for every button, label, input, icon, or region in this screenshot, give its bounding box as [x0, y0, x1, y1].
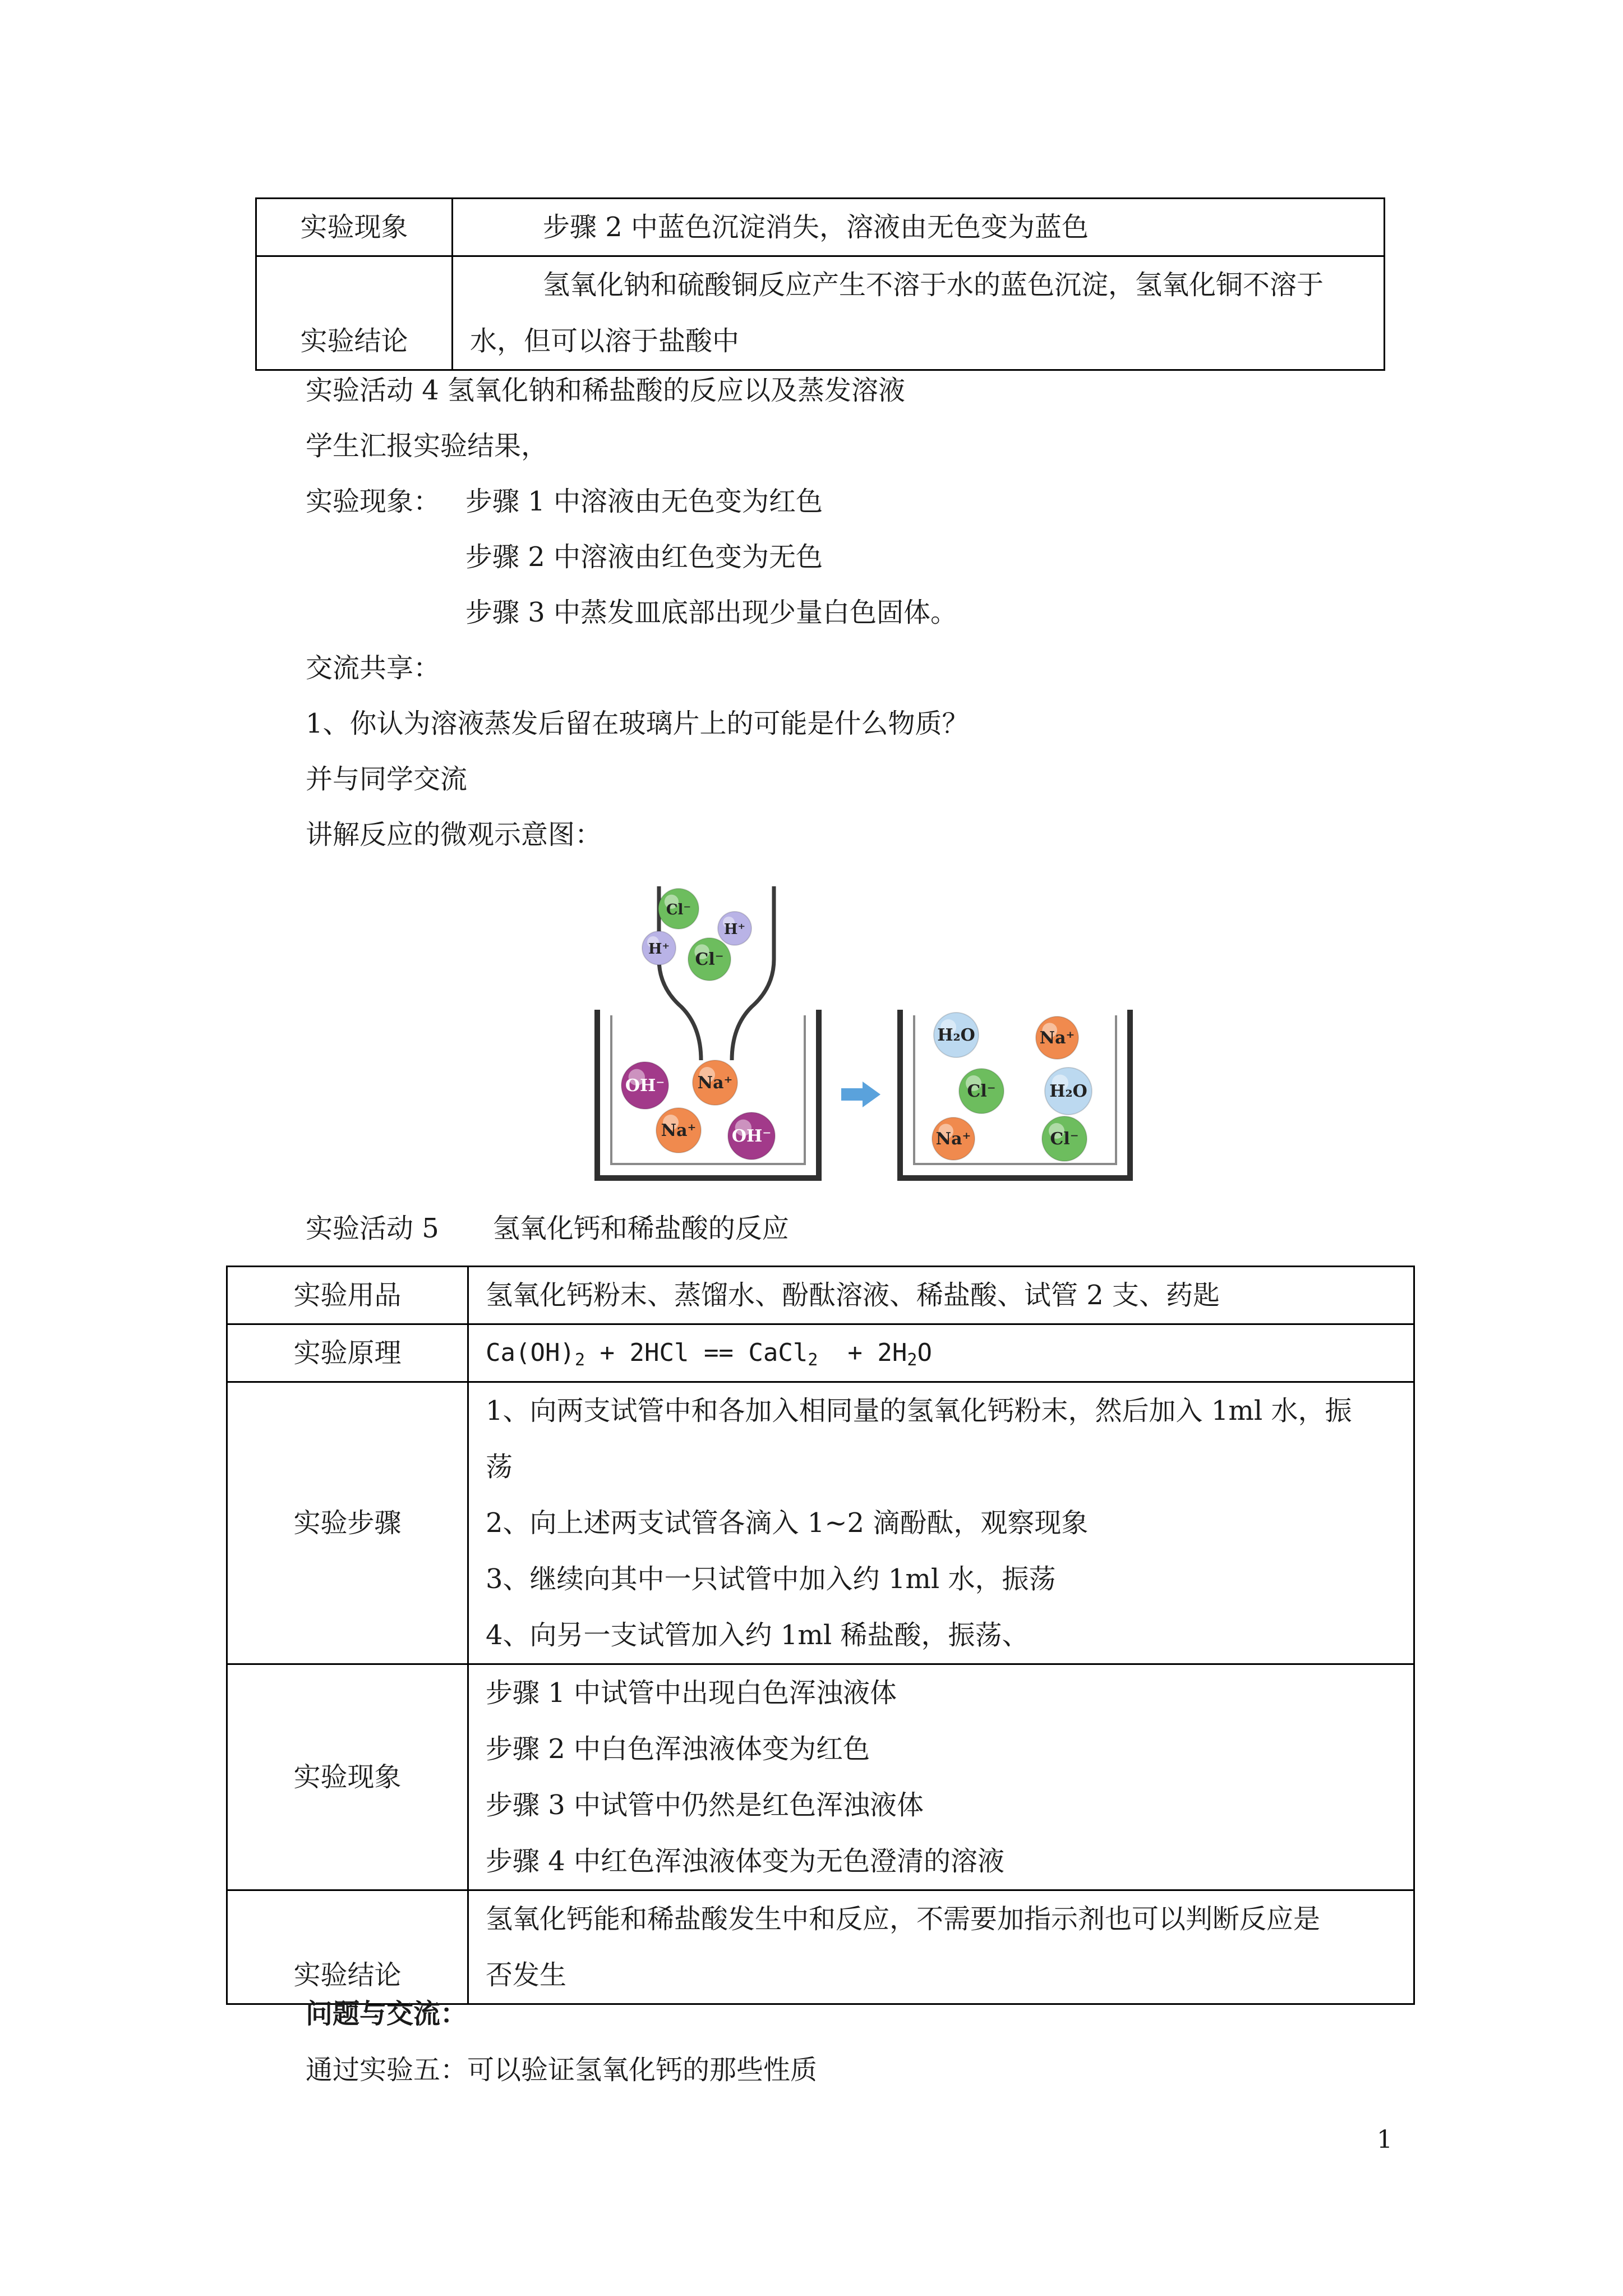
ion-label: H⁺: [723, 921, 746, 938]
conclusion-line-2: 水，但可以溶于盐酸中: [470, 325, 740, 357]
conclusion-line-1: 氢氧化钠和硫酸铜反应产生不溶于水的蓝色沉淀，氢氧化铜不溶于: [543, 269, 1324, 301]
ion-label: Na⁺: [661, 1121, 697, 1140]
row-label: 实验原理: [227, 1324, 468, 1382]
ion-funnel-1: [718, 912, 751, 945]
ion-left_beaker-3: [728, 1112, 775, 1159]
phenomenon-label: 实验现象：: [306, 486, 441, 517]
step-1-text: 步骤 1 中溶液由无色变为红色: [465, 486, 823, 517]
questions-heading: 问题与交流：: [306, 1998, 468, 2030]
ion-right_beaker-0: [934, 1013, 979, 1057]
share-label: 交流共享：: [306, 652, 441, 684]
step-line: 2、向上述两支试管各滴入 1~2 滴酚酞，观察现象: [486, 1507, 1089, 1539]
row-label: 实验用品: [227, 1267, 468, 1324]
table-experiment-3: [255, 197, 1385, 371]
table-row: [227, 1267, 1414, 1324]
table-row: [227, 1890, 1414, 2004]
step-line: 荡: [486, 1451, 513, 1483]
row-label: 实验步骤: [227, 1382, 468, 1664]
ion-label: Na⁺: [935, 1129, 971, 1149]
table-row: [256, 199, 1385, 256]
principle-equation: $Ca(OH)_2 + 2HCl$ == CaCl$_2$ + $2H_2O$: [468, 1324, 1414, 1382]
page-number: 1: [1377, 2125, 1393, 2154]
supplies-text: 氢氧化钙粉末、蒸馏水、酚酞溶液、稀盐酸、试管 2 支、药匙: [468, 1267, 1414, 1324]
phenomenon-content: [468, 1664, 1414, 1890]
question-1: 1、你认为溶液蒸发后留在玻璃片上的可能是什么物质？: [306, 708, 969, 739]
conclusion-line: 否发生: [486, 1959, 567, 1991]
ion-right_beaker-1: [1036, 1016, 1078, 1059]
ion-label: Cl⁻: [666, 901, 691, 918]
table-row: [227, 1382, 1414, 1664]
ion-label: H⁺: [648, 941, 670, 958]
ion-label: OH⁻: [731, 1126, 772, 1146]
ion-label: Cl⁻: [1050, 1129, 1079, 1149]
ion-label: Cl⁻: [695, 950, 724, 969]
phenomenon-line: 步骤 2 中白色浑浊液体变为红色: [486, 1733, 870, 1765]
ion-label: Na⁺: [697, 1073, 733, 1093]
row-label: 实验结论: [256, 256, 453, 370]
ion-funnel-2: [642, 931, 676, 965]
activity5-title: 实验活动 5 氢氧化钙和稀盐酸的反应: [306, 1213, 789, 1244]
report-line: 学生汇报实验结果，: [306, 430, 548, 462]
ion-label: Na⁺: [1039, 1028, 1075, 1048]
ion-funnel-0: [658, 889, 699, 929]
step-2-text: 步骤 2 中溶液由红色变为无色: [465, 541, 823, 573]
discuss-line: 并与同学交流: [306, 763, 468, 795]
table-row: [227, 1324, 1414, 1382]
reaction-micro-diagram: [589, 875, 1155, 1189]
ion-label: Cl⁻: [967, 1082, 996, 1101]
table-row: [227, 1664, 1414, 1890]
row-content: [453, 199, 1385, 256]
ion-funnel-3: [688, 938, 731, 981]
table-row: [256, 256, 1385, 370]
phenomenon-text: 步骤 2 中蓝色沉淀消失，溶液由无色变为蓝色: [543, 211, 1089, 243]
reaction-arrow-icon: [841, 1082, 880, 1107]
row-content: [453, 256, 1385, 370]
explain-line: 讲解反应的微观示意图：: [306, 819, 602, 850]
phenomenon-line: 步骤 4 中红色浑浊液体变为无色澄清的溶液: [486, 1846, 1005, 1877]
ion-left_beaker-0: [621, 1062, 668, 1109]
ion-label: OH⁻: [625, 1076, 665, 1096]
conclusion-content: [468, 1890, 1414, 2004]
ion-right_beaker-2: [959, 1069, 1004, 1114]
ion-label: H₂O: [1049, 1082, 1087, 1101]
ion-left_beaker-2: [656, 1108, 701, 1153]
table-experiment-5: [226, 1266, 1415, 2005]
ion-left_beaker-1: [693, 1060, 737, 1105]
activity4-title: 实验活动 4 氢氧化钠和稀盐酸的反应以及蒸发溶液: [306, 375, 906, 406]
conclusion-line: 氢氧化钙能和稀盐酸发生中和反应，不需要加指示剂也可以判断反应是: [486, 1903, 1321, 1935]
phenomenon-line: 步骤 3 中试管中仍然是红色浑浊液体: [486, 1789, 924, 1821]
row-label: 实验现象: [256, 199, 453, 256]
ion-label: H₂O: [937, 1025, 975, 1045]
row-label: 实验现象: [227, 1664, 468, 1890]
question-text: 通过实验五：可以验证氢氧化钙的那些性质: [306, 2054, 818, 2086]
step-line: 3、继续向其中一只试管中加入约 1ml 水，振荡: [486, 1563, 1056, 1595]
ion-right_beaker-4: [932, 1117, 975, 1160]
phenomenon-line: 步骤 1 中试管中出现白色浑浊液体: [486, 1677, 897, 1709]
step-line: 1、向两支试管中和各加入相同量的氢氧化钙粉末，然后加入 1ml 水，振: [486, 1395, 1352, 1427]
steps-content: [468, 1382, 1414, 1664]
row-label: 实验结论: [227, 1890, 468, 2004]
ion-right_beaker-3: [1045, 1068, 1092, 1115]
step-line: 4、向另一支试管加入约 1ml 稀盐酸，振荡、: [486, 1619, 1029, 1651]
ion-right_beaker-5: [1042, 1116, 1087, 1161]
step-3-text: 步骤 3 中蒸发皿底部出现少量白色固体。: [465, 597, 958, 628]
